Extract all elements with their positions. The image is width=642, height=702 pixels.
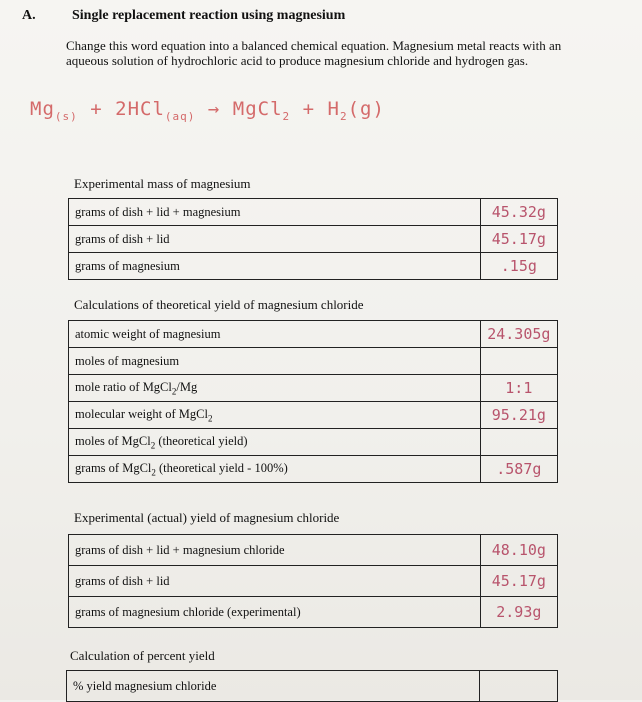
row-value-cell[interactable] (480, 348, 557, 375)
row-value-cell[interactable] (480, 597, 557, 628)
row-label (69, 375, 481, 402)
label-subscript: 2 (171, 386, 177, 397)
instructions-text: Change this word equation into a balanced chemical equation. Magnesium metal reacts with an aqueous solution of hydrochloric acid to produce magnesium chloride and hydrogen gas. (66, 38, 562, 68)
experimental-mass-caption: Experimental mass of magnesium (74, 176, 251, 191)
eq-plus-1: + (90, 98, 103, 120)
row-value: 45.32g (491, 203, 546, 221)
row-value-cell[interactable] (480, 671, 558, 702)
row-label: grams of dish + lid (69, 566, 481, 597)
label-part: (theoretical yield) (155, 433, 248, 448)
row-label: moles of magnesium (69, 348, 481, 375)
eq-plus-2: + (302, 98, 316, 120)
row-value: 45.17g (491, 572, 546, 590)
label-part: (theoretical yield - 100%) (155, 460, 288, 475)
row-label: grams of dish + lid (69, 226, 481, 253)
row-label (69, 456, 481, 483)
table-row (69, 597, 558, 628)
eq-mg-state: (s) (54, 109, 78, 123)
row-value-cell[interactable] (480, 402, 557, 429)
experimental-yield-table (68, 534, 558, 628)
row-label: % yield magnesium chloride (67, 671, 480, 702)
table-row (69, 456, 558, 483)
experimental-mass-table (68, 198, 558, 280)
experimental-yield-caption: Experimental (actual) yield of magnesium chloride (74, 510, 340, 525)
row-value-cell[interactable] (480, 253, 557, 280)
label-subscript: 2 (207, 413, 213, 424)
eq-mg: Mg (30, 98, 55, 120)
table-row (69, 375, 558, 402)
row-value: 45.17g (491, 230, 546, 248)
row-label: grams of dish + lid + magnesium (69, 199, 481, 226)
row-value: 1:1 (505, 379, 533, 397)
eq-h-sub: 2 (339, 109, 348, 123)
table-row (69, 226, 558, 253)
label-part: moles of MgCl (75, 433, 151, 448)
row-value-cell[interactable] (480, 375, 557, 402)
table-row (69, 321, 558, 348)
eq-h: H (327, 98, 340, 120)
label-part: grams of MgCl (75, 460, 152, 475)
row-value-cell[interactable] (480, 456, 557, 483)
percent-yield-caption: Calculation of percent yield (70, 648, 215, 663)
label-subscript: 2 (151, 467, 156, 478)
eq-arrow: → (207, 98, 221, 120)
section-title: Single replacement reaction using magnesium (72, 8, 346, 23)
row-value-cell[interactable] (480, 199, 557, 226)
eq-mgcl-sub: 2 (282, 109, 291, 123)
label-part: /Mg (176, 379, 198, 394)
table-row (69, 199, 558, 226)
row-label (69, 429, 481, 456)
table-row (69, 535, 558, 566)
label-part: molecular weight of MgCl (75, 406, 208, 421)
eq-h-state: (g) (347, 98, 385, 120)
table-row (69, 566, 558, 597)
theoretical-table (68, 320, 558, 483)
eq-mgcl: MgCl (232, 98, 283, 120)
row-value: 95.21g (491, 406, 546, 424)
row-value-cell[interactable] (480, 226, 557, 253)
row-value-cell[interactable] (480, 566, 557, 597)
row-value-cell[interactable] (480, 429, 557, 456)
theoretical-caption: Calculations of theoretical yield of magnesium chloride (74, 297, 364, 312)
row-value: 24.305g (487, 325, 551, 343)
table-row (69, 402, 558, 429)
row-value-cell[interactable] (480, 535, 557, 566)
label-subscript: 2 (150, 440, 156, 451)
row-label: grams of magnesium (69, 253, 481, 280)
row-label: atomic weight of magnesium (69, 321, 481, 348)
table-row (67, 671, 558, 702)
row-value: .15g (500, 257, 537, 275)
section-letter: A. (22, 8, 36, 23)
row-value-cell[interactable] (480, 321, 557, 348)
row-value: 48.10g (491, 541, 546, 559)
table-row (69, 429, 558, 456)
row-label: grams of dish + lid + magnesium chloride (69, 535, 481, 566)
row-label: grams of magnesium chloride (experimental) (69, 597, 481, 628)
percent-yield-table (66, 670, 558, 702)
handwritten-equation (30, 98, 385, 123)
eq-hcl: 2HCl (115, 98, 165, 120)
table-row (69, 348, 558, 375)
row-value: 2.93g (496, 603, 542, 621)
label-part: mole ratio of MgCl (75, 379, 172, 394)
table-row (69, 253, 558, 280)
row-label (69, 402, 481, 429)
eq-hcl-state: (aq) (164, 109, 196, 123)
row-value: .587g (496, 460, 542, 478)
